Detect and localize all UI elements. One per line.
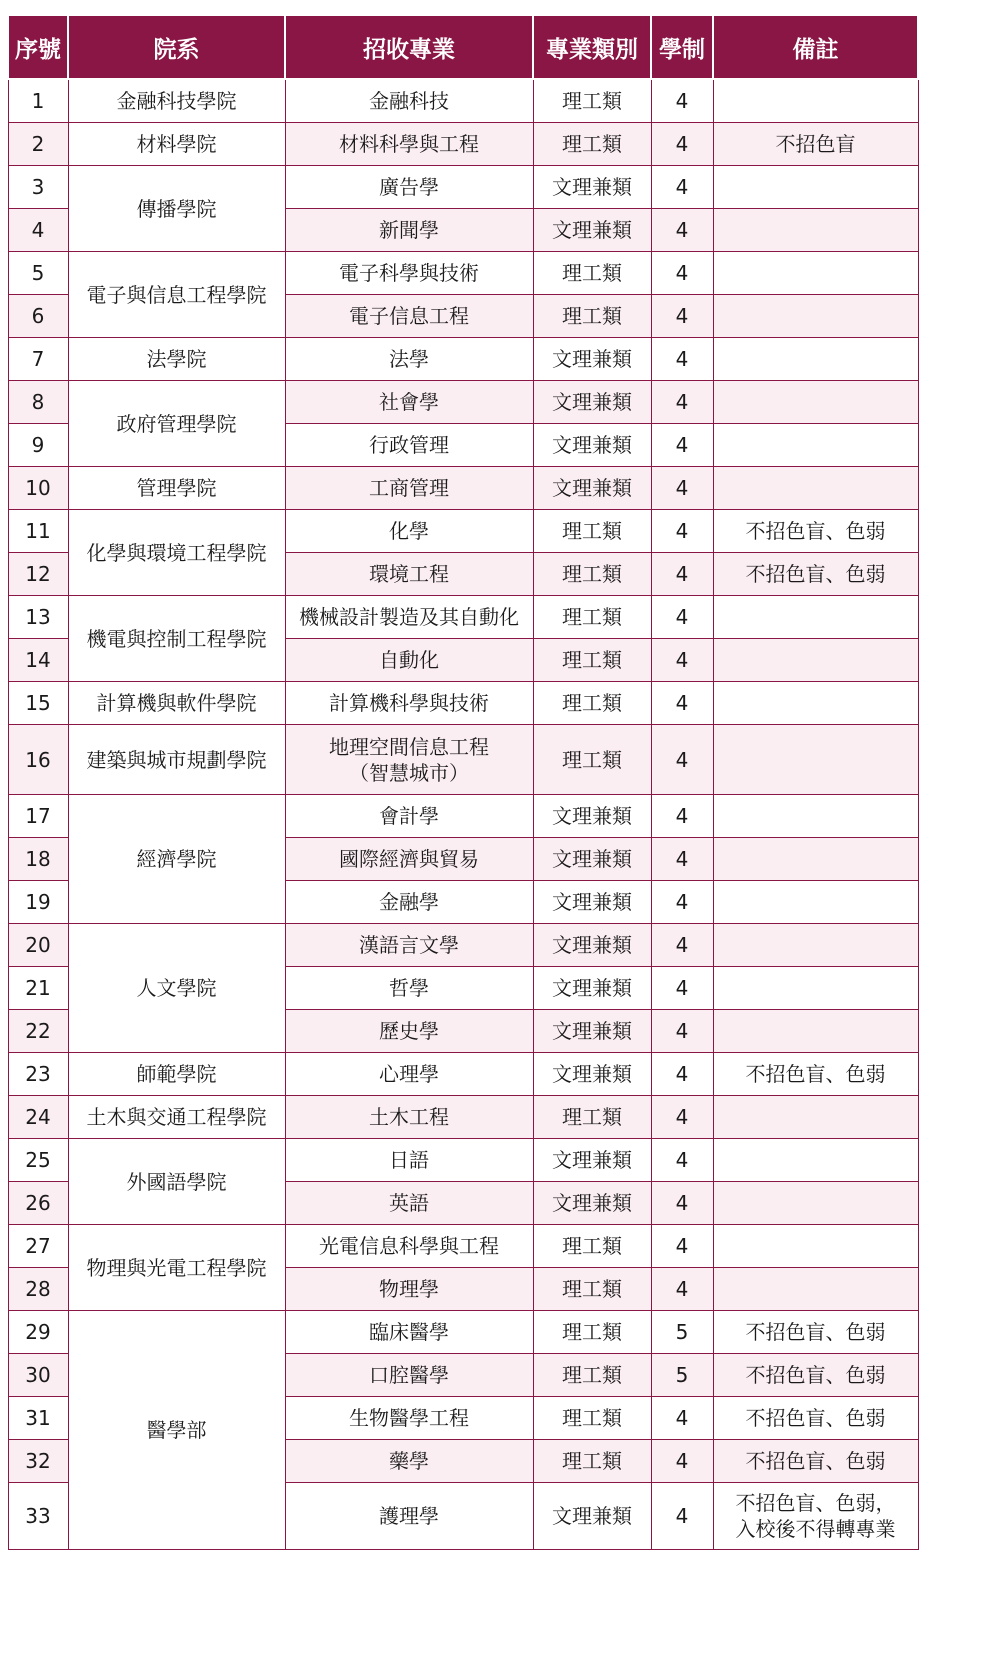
cell-duration: 4 [651,1053,713,1096]
cell-index: 8 [8,381,68,424]
cell-remarks [713,381,918,424]
cell-major: 化學 [285,510,533,553]
cell-duration: 4 [651,924,713,967]
cell-school: 師範學院 [68,1053,285,1096]
cell-major: 漢語言文學 [285,924,533,967]
cell-duration: 4 [651,1182,713,1225]
cell-remarks [713,166,918,209]
cell-major: 社會學 [285,381,533,424]
cell-school: 管理學院 [68,467,285,510]
cell-remarks [713,1096,918,1139]
cell-remarks: 不招色盲、色弱 [713,1311,918,1354]
cell-school: 電子與信息工程學院 [68,252,285,338]
cell-remarks: 不招色盲 [713,123,918,166]
table-row [8,1311,918,1354]
cell-index: 29 [8,1311,68,1354]
cell-category: 文理兼類 [533,924,651,967]
cell-category: 理工類 [533,1268,651,1311]
table-row [8,924,918,967]
cell-major: 電子科學與技術 [285,252,533,295]
cell-remarks: 不招色盲、色弱 [713,510,918,553]
cell-index: 24 [8,1096,68,1139]
cell-index: 1 [8,79,68,123]
cell-index: 19 [8,881,68,924]
cell-category: 文理兼類 [533,467,651,510]
cell-index: 18 [8,838,68,881]
cell-index: 3 [8,166,68,209]
cell-major: 物理學 [285,1268,533,1311]
cell-major: 環境工程 [285,553,533,596]
table-row [8,381,918,424]
cell-major: 工商管理 [285,467,533,510]
cell-remarks [713,881,918,924]
cell-duration: 4 [651,510,713,553]
cell-category: 文理兼類 [533,1483,651,1550]
cell-major: 新聞學 [285,209,533,252]
cell-duration: 4 [651,166,713,209]
cell-duration: 4 [651,967,713,1010]
cell-remarks [713,795,918,838]
cell-major: 計算機科學與技術 [285,682,533,725]
cell-category: 文理兼類 [533,338,651,381]
table-row [8,467,918,510]
cell-duration: 4 [651,1096,713,1139]
cell-major: 金融科技 [285,79,533,123]
cell-duration: 4 [651,209,713,252]
cell-duration: 4 [651,639,713,682]
cell-remarks [713,838,918,881]
cell-remarks [713,682,918,725]
cell-remarks [713,467,918,510]
cell-remarks [713,924,918,967]
table-row [8,795,918,838]
cell-category: 理工類 [533,596,651,639]
table-row [8,252,918,295]
cell-index: 7 [8,338,68,381]
header-remarks: 備註 [713,15,918,79]
cell-index: 12 [8,553,68,596]
table-row [8,510,918,553]
cell-index: 14 [8,639,68,682]
cell-duration: 4 [651,881,713,924]
cell-category: 理工類 [533,725,651,795]
cell-major: 護理學 [285,1483,533,1550]
cell-index: 23 [8,1053,68,1096]
cell-school: 化學與環境工程學院 [68,510,285,596]
cell-duration: 4 [651,725,713,795]
cell-category: 理工類 [533,1440,651,1483]
table-body [8,79,918,1550]
table-row [8,1096,918,1139]
cell-category: 理工類 [533,553,651,596]
remarks-line-2: 入校後不得轉專業 [735,1517,896,1541]
cell-duration: 4 [651,1225,713,1268]
cell-index: 11 [8,510,68,553]
cell-duration: 4 [651,338,713,381]
cell-major: 哲學 [285,967,533,1010]
cell-category: 理工類 [533,1096,651,1139]
cell-index: 13 [8,596,68,639]
cell-major: 會計學 [285,795,533,838]
cell-remarks [713,1139,918,1182]
cell-school: 計算機與軟件學院 [68,682,285,725]
cell-remarks [713,725,918,795]
cell-major: 土木工程 [285,1096,533,1139]
admissions-table [7,14,919,1550]
cell-index: 15 [8,682,68,725]
cell-duration: 4 [651,1010,713,1053]
cell-school: 物理與光電工程學院 [68,1225,285,1311]
cell-category: 文理兼類 [533,381,651,424]
table-row [8,79,918,123]
cell-school: 醫學部 [68,1311,285,1550]
cell-school: 土木與交通工程學院 [68,1096,285,1139]
cell-category: 文理兼類 [533,166,651,209]
cell-remarks [713,295,918,338]
cell-school: 建築與城市規劃學院 [68,725,285,795]
cell-category: 文理兼類 [533,1010,651,1053]
cell-duration: 4 [651,553,713,596]
table-row [8,682,918,725]
cell-duration: 4 [651,596,713,639]
cell-index: 26 [8,1182,68,1225]
cell-remarks: 不招色盲、色弱 [713,1440,918,1483]
cell-index: 27 [8,1225,68,1268]
cell-major: 英語 [285,1182,533,1225]
cell-remarks [713,424,918,467]
cell-category: 理工類 [533,295,651,338]
cell-index: 33 [8,1483,68,1550]
cell-major: 心理學 [285,1053,533,1096]
cell-category: 文理兼類 [533,881,651,924]
cell-index: 20 [8,924,68,967]
cell-duration: 4 [651,795,713,838]
cell-index: 30 [8,1354,68,1397]
cell-major: 法學 [285,338,533,381]
cell-remarks: 不招色盲、色弱 [713,553,918,596]
cell-remarks [713,1182,918,1225]
cell-remarks [713,252,918,295]
cell-duration: 4 [651,79,713,123]
cell-remarks [713,596,918,639]
cell-duration: 4 [651,252,713,295]
table-header [8,15,918,79]
cell-major: 自動化 [285,639,533,682]
cell-index: 2 [8,123,68,166]
cell-major: 臨床醫學 [285,1311,533,1354]
table-row [8,166,918,209]
cell-major: 口腔醫學 [285,1354,533,1397]
major-line-2: （智慧城市） [349,760,469,785]
cell-index: 28 [8,1268,68,1311]
cell-remarks [713,1483,918,1550]
table-row [8,123,918,166]
cell-remarks [713,967,918,1010]
cell-remarks [713,1225,918,1268]
major-line-1: 地理空間信息工程 [329,734,489,759]
table-row [8,725,918,795]
table-row [8,1053,918,1096]
cell-remarks: 不招色盲、色弱 [713,1397,918,1440]
cell-duration: 4 [651,381,713,424]
cell-category: 文理兼類 [533,967,651,1010]
cell-category: 理工類 [533,1397,651,1440]
remarks-line-1: 不招色盲、色弱， [735,1491,896,1515]
cell-category: 理工類 [533,1225,651,1268]
cell-school: 金融科技學院 [68,79,285,123]
cell-school: 機電與控制工程學院 [68,596,285,682]
cell-major: 行政管理 [285,424,533,467]
header-school: 院系 [68,15,285,79]
cell-remarks [713,209,918,252]
cell-major: 國際經濟與貿易 [285,838,533,881]
admissions-table-container [7,14,919,1550]
cell-category: 理工類 [533,79,651,123]
cell-major: 生物醫學工程 [285,1397,533,1440]
cell-category: 文理兼類 [533,209,651,252]
cell-major: 藥學 [285,1440,533,1483]
cell-major: 歷史學 [285,1010,533,1053]
cell-index: 31 [8,1397,68,1440]
cell-remarks: 不招色盲、色弱 [713,1354,918,1397]
cell-remarks [713,1268,918,1311]
cell-category: 文理兼類 [533,795,651,838]
cell-category: 文理兼類 [533,1139,651,1182]
cell-category: 理工類 [533,510,651,553]
cell-category: 文理兼類 [533,1182,651,1225]
cell-school: 經濟學院 [68,795,285,924]
cell-duration: 4 [651,123,713,166]
cell-duration: 4 [651,295,713,338]
cell-index: 16 [8,725,68,795]
cell-duration: 5 [651,1311,713,1354]
cell-major: 機械設計製造及其自動化 [285,596,533,639]
cell-duration: 4 [651,1139,713,1182]
table-row [8,1225,918,1268]
cell-duration: 4 [651,1440,713,1483]
cell-category: 理工類 [533,123,651,166]
cell-major: 材料科學與工程 [285,123,533,166]
cell-school: 政府管理學院 [68,381,285,467]
cell-category: 文理兼類 [533,424,651,467]
cell-category: 理工類 [533,639,651,682]
header-major: 招收專業 [285,15,533,79]
cell-remarks [713,1010,918,1053]
cell-index: 9 [8,424,68,467]
header-index: 序號 [8,15,68,79]
cell-index: 5 [8,252,68,295]
cell-category: 理工類 [533,252,651,295]
cell-major: 日語 [285,1139,533,1182]
cell-major: 廣告學 [285,166,533,209]
table-row [8,1139,918,1182]
cell-duration: 4 [651,1397,713,1440]
cell-remarks [713,639,918,682]
cell-school: 人文學院 [68,924,285,1053]
cell-index: 4 [8,209,68,252]
cell-school: 傳播學院 [68,166,285,252]
cell-school: 法學院 [68,338,285,381]
cell-school: 外國語學院 [68,1139,285,1225]
table-row [8,596,918,639]
cell-duration: 5 [651,1354,713,1397]
cell-index: 17 [8,795,68,838]
cell-duration: 4 [651,424,713,467]
header-category: 專業類別 [533,15,651,79]
header-duration: 學制 [651,15,713,79]
cell-index: 6 [8,295,68,338]
cell-index: 10 [8,467,68,510]
cell-remarks [713,79,918,123]
cell-index: 22 [8,1010,68,1053]
cell-index: 25 [8,1139,68,1182]
cell-major [285,725,533,795]
cell-index: 21 [8,967,68,1010]
cell-category: 理工類 [533,1354,651,1397]
cell-category: 理工類 [533,682,651,725]
cell-index: 32 [8,1440,68,1483]
table-row [8,338,918,381]
cell-duration: 4 [651,1483,713,1550]
cell-category: 理工類 [533,1311,651,1354]
cell-category: 文理兼類 [533,1053,651,1096]
cell-remarks [713,338,918,381]
cell-school: 材料學院 [68,123,285,166]
cell-remarks: 不招色盲、色弱 [713,1053,918,1096]
cell-major: 金融學 [285,881,533,924]
cell-duration: 4 [651,838,713,881]
cell-duration: 4 [651,467,713,510]
cell-major: 電子信息工程 [285,295,533,338]
cell-major: 光電信息科學與工程 [285,1225,533,1268]
cell-duration: 4 [651,1268,713,1311]
cell-duration: 4 [651,682,713,725]
cell-category: 文理兼類 [533,838,651,881]
